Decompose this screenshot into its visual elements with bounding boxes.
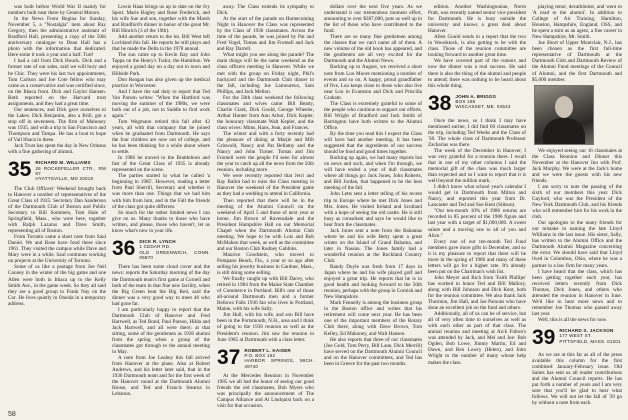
paragraph: The sun came up to Kevin Ray and John Tappa on the Henry's Tudor, the Hamilton. We enjoyed a grand day on a day out in town and Hillside Park. bbox=[112, 52, 210, 77]
portrait-face bbox=[555, 96, 573, 118]
paragraph: There are so many fine gentlemen among the classes that we can't name all of them. A new volume of the old book has appeared, and the gentlemen are all very excited for the Dartmouth and the Alumni News. bbox=[324, 34, 422, 65]
secretary-name: JOHN A. BRIGGS bbox=[455, 93, 497, 99]
paragraph: Allen Gould sends in a report that the two in Woodstock, is also getting to be with the class. Those of the reunion committee are looking forward to another great time. bbox=[428, 34, 526, 59]
class-heading-38 bbox=[428, 91, 526, 115]
paragraph: Randy Doyle was fresh from 17 days in Japan where he and his wife played golf and enjoyed a great trip. He reports that he is in good health and looking forward to the 50th reunion, perhaps with the group in Cornish and New Hampshire. bbox=[324, 264, 422, 301]
paragraph: was built before World War II mainly for numbers built near there by General Motors. bbox=[8, 4, 106, 17]
paragraph: There has been some cloud cover and the news: reports the Saturday morning of the day the Dartmouth team's first game at Cornell and both of the team in that fine new facility, when the Big Green beat the Big Red, said the dinner was a very good way to meet 46 who had gone far. bbox=[112, 264, 210, 307]
paragraph: He also reports that three of our classmates (Joe Gold, Tom Perry, Bill Lane, Dick Merrill) have served on the Dartmouth Alumni Council and on the Hanover committees, and Ted has been in Greece for the past two months. bbox=[324, 336, 422, 367]
secretary-city: PITTSFIELD, MASS. 01201 bbox=[559, 338, 621, 344]
paragraph: Well, this is all the news for now. bbox=[538, 316, 608, 323]
secretary-street: BOX 185 bbox=[455, 99, 476, 105]
paragraph: Lowie Haas brings us up to date on the Ivy Sport. Marie Bagley and Rose Frederick, and his wife Sue and son, together with the Marsh and Bradford's dinner in honor of the great Mr. Bill Hinrich (3 of the 19th). bbox=[112, 4, 210, 35]
paragraph: From Toronto came a short note from Saul Daniel. We and Rose have fond these since 1961. They visited the campus while Dave and Mary were in a while. Saul continues working on projects at the University of Toronto. bbox=[8, 234, 106, 265]
paragraph: Backing up again, we had many reports but on news and such, and when I'm through, we will have ended a year of dull classmates where all things go: Jack Jones, John Roberts, and Bill Jordan, that happened to be the best meeting of the fall. bbox=[324, 155, 422, 192]
paragraph: And I have the sad duty to report that Ted Van Parson writes: "When the Hartford was moving the summer of the 1980s, we were both out of a job, not to Saddle to find work again." bbox=[112, 88, 210, 119]
secretary-name: DICK R. LYNCH bbox=[139, 238, 176, 244]
secretary-city: OLD GREENWICH, CONN. 06870 bbox=[139, 249, 210, 260]
paragraph: I am sorry to note the passing of the sixth of our members this year. Dick Gaylord, who was the President of the New York Dartmouth Club, and his friends who will remember him for his work in the club. bbox=[532, 183, 622, 221]
paragraph: For the 50th class weekend the following classmates and wives came: Bill Beatty, Charlie Clark, Dick Gould, George Wheeler, Arthur Hunter from Ann Arbor, Dick Kepler, the honorary classmate Walt Kepler, and the class wives: Mims, Hans, Jean, and Frances. bbox=[217, 94, 314, 131]
paragraph: We were recently reported that Jerri and Ray Ballot had to miss the Class meeting in Hanover the weekend of the President game as they had a wedding to attend in California. bbox=[217, 173, 314, 198]
secretary-address bbox=[244, 348, 314, 370]
class-heading-36 bbox=[112, 236, 210, 261]
secretary-street: P.O. BOX 152 bbox=[244, 353, 276, 359]
paragraph: So much for the rather limited news I can give on us. Many thanks to those who have written, and please, those who haven't, let us know what's new in your life. bbox=[112, 209, 210, 234]
paragraph: John Letts sent a letter telling of his recent trip to Europe where he met Dick Jones and Mrs. Jones. He visited Ireland and Scotland with a hope of seeing the old castle. He is still busy as consultant and says he would like to hear from the classmates. bbox=[324, 191, 422, 228]
class-year: 39 bbox=[532, 325, 556, 349]
secretary-name: RICHARD S. JACKSON bbox=[559, 327, 614, 333]
paragraph: Our apologies to the many friends for our mistake in naming the late Lloyd Williams in the last issue. His sister, Sally, has written to the Alumni Office and the Dartmouth Alumni Magazine concerning the error. We should have said that Lloyd lived in Columbus, Ohio, where he was a partner in a law firm for many years. bbox=[532, 220, 622, 269]
paragraph: I have heard that the class, which has been getting together each year, has received letters recently from Dick Thomas, Dick Jones, and others who attended the reunion in Hanover in June. We'd like to hear more news and to remember Joe Thomas who passed away last year. bbox=[532, 268, 622, 317]
paragraph: In the News From Regina for Sunday, November 5, a "Nostalgia" item about Ray Gregory, then the administrative assistant of Bradford Hall, presenting a copy of the 50th anniversary catalogue to Dean Hall has a photo with the information that dedicated. Here some it took a year and a half. Turt! bbox=[8, 16, 106, 59]
paragraph: John Meyer and Rich from 'Faith Phillips' has worked to honor Ted and Bill Mallory, along with Bill Johnson and Dick Kent, both for the reunion committee. We also thank Jack Thornton, Jim Hall, and Joe Parsons who have done an excellent job on the fund and others. bbox=[428, 274, 526, 312]
paragraph: Once the news, so I think I may have mentioned earlier, I did find 60 classmates on the trip, including Ted Weeks and the Class of '38. The whole class of Dartmouth Professor Zacharias was there. bbox=[428, 117, 526, 148]
text-column-6 bbox=[532, 4, 622, 412]
paragraph: Then reported that there will be in the meeting of the Alumni Council on the weekend of April 5 and those of next year at home. Jim Brown of Ravensdale and the President Hampshire Hall on our Memorial Chapel when the Dartmouth Alumni Club meeting. We hope to be with Lois and Bob McMahon that week, as well as the committee and our Boston Club Rodney Gubbins. bbox=[217, 197, 314, 252]
paragraph: Every one of our ten-month Ted Fund members gave more gifts in December, and so it is my pleasure to report that there will be more in the spring of 1986 and many of these letters will go for a higher rate. It's already been put on the Chairman's wish list. bbox=[428, 238, 526, 275]
paragraph: We finally caught up with Bill Dacey, who retired in 1984 from the Maine State Chamber of Commerce in Portland. Bill's one of those all-around Dartmouth men and a former Bellows Falls 1936 fan who lives in Portland, Maine, with his wife Sally. bbox=[217, 276, 314, 313]
paragraph: In 1986 he moved to the Brattleboro and fast of the Great Class of 1935 is already represented on the scene. bbox=[112, 155, 210, 174]
paragraph: Tom Wegmann retired this fall after 42 years, all with that company that he joined when he graduated from Dartmouth. He says the four children are now out of college, and he has been thinking for a while about where to settle. bbox=[112, 118, 210, 156]
class-year: 38 bbox=[428, 91, 452, 115]
class-heading-35 bbox=[8, 160, 106, 182]
paragraph: Maurice Goodstein, who moved to Pompano Beach, Fla., a year or so ago after selling his jewelry business in Gardner, Mass., is still doing some selling. bbox=[217, 251, 314, 277]
paragraph: Jack Jones sent a note from the Bahamas where he and his wife Betty spent a great winter on the Island of Grand Bahama, and later in Nassau. The Jones family had a wonderful reunion at the Rockland Country Club. bbox=[324, 227, 422, 264]
paragraph: By the time you read this I expect the Class will have had another meeting. It has been suggested that the ingredients of our success should be food and good times together. bbox=[324, 130, 422, 156]
paragraph: What might you see along the parade? The main things will be the same weekend as the class officers meeting in Hanover. While we met with the group on Friday night, Phil's backyard and the Dartmouth Club dinner in the fall, including Joe Lamoureux, Sam Phillips, and Jack Mellon. bbox=[217, 52, 314, 95]
paragraph: Jack Trust has spent the day in New Orleans with a fine gathering of alumni. bbox=[8, 143, 106, 156]
secretary-street: 26 ROCKEFELLER CTR., RM 87 bbox=[35, 165, 106, 176]
paragraph: The parties started in what he called 'a beginning in 1985'. However, reading a letter from Paul Sherrill, Secretary and whether it was more than one. Things that we had him with him from him, and in the Fall the friends of the class got quite different. bbox=[112, 173, 210, 210]
secretary-address bbox=[35, 160, 106, 182]
paragraph: The Class is extremely grateful to some of the people who continue to support our efforts. Bill Wright of Bradford and Jack Smith of Barrington have both written to the Alumni Office. bbox=[324, 100, 422, 131]
paragraph: Jim Hull, with his wife, and son Bill have been in the Portsmouth, N.H., area and I think of going to the 1936 reunion as well as the President's reunion. Jim saw the reunion in June 1985 at Dartmouth with a class letter. bbox=[217, 312, 314, 343]
paragraph: edition. Another Washingtonian, Norm Pratt, was recently named senior vice president for Dartmouth. He is busy outside the university and knows a great deal about Hanover. bbox=[428, 4, 526, 35]
paragraph: As we are at this far as all of the press available this column for the first combined January-February issue. Old Saints has sent us all reader contributions and the Alumni Council reports. He has put forth a number of years and I am very sure that you'll be glad to hear what follows. We will not let the fall of '39 go by without a note from each. bbox=[532, 351, 622, 407]
paragraph: I didn't know what school year's calendar I would get in Dartmouth from Milton and Nancy, and reported this year from Dr. Lancaster and Ted and Sue Kent (Stitson). bbox=[428, 184, 526, 209]
paragraph: At the Mercedes Reunion in November 1985 we all had the honor of seeing our good friends the old classmates, Bob Myers who was principally the announcement of The Campus Alliance and Al Lindquist back on a visit for that occasion. bbox=[217, 373, 314, 410]
secretary-city: HARBOR SPRINGS, MICH. 49740 bbox=[244, 358, 314, 369]
class-year: 35 bbox=[8, 158, 32, 182]
paragraph: Add another return to the lot. Bill West left Lochland this fall. He reports he still plays and that he made the Delta in the 1978 annual. bbox=[112, 34, 210, 53]
paragraph: Don Reagan has also given up the medical practice in Worcester. bbox=[112, 76, 210, 89]
text-column-3 bbox=[217, 4, 314, 412]
page-number: 58 bbox=[8, 411, 16, 418]
classmate-portrait-photo bbox=[534, 85, 594, 145]
text-column-1 bbox=[8, 4, 106, 412]
class-year: 37 bbox=[217, 345, 241, 369]
secretary-city: HYATTSVILLE, MD 20015 bbox=[35, 176, 94, 182]
paragraph: The winter and with a forty recently had the pleasure of dining at Marjie and Milt Griswold, Nancy and Pat Bellamy and the Nancy and John Turner. Tomas and Jim Fromell were the people I'd seen for almost the year to catch up all the news from the 50th reunion, including more. bbox=[217, 130, 314, 174]
paragraph: Backing up to August, we received a short note from Lou Moore mentioning a number of events and so on. A happy, proud grandfather of five, Lou keeps close to those who also live near Lou in Evanston and Dick and Priscilla Graham. bbox=[324, 64, 422, 101]
paragraph: dollars over the next five years. As we understand it our tremendous moment effort, amounting to over $387,000, puts us well up in the list of those who have contributed to the fund. bbox=[324, 4, 422, 35]
secretary-address bbox=[559, 328, 621, 344]
secretary-address bbox=[455, 94, 510, 110]
text-column-2 bbox=[112, 4, 210, 412]
text-column-5 bbox=[428, 4, 526, 412]
paragraph: We enjoyed seeing our 16 classmates at the Class Reunion and Dinner this November at the Hanover Inn with Prof. Jack Murphy. We were at the Jack's home and we were the guests with his new friends. bbox=[532, 147, 622, 184]
paragraph: The Club Officers' Weekend brought back to Hanover a number of representatives of the Great Class of 1935: Secretary Dan Sanderson of the Dartmouth Club of Boston and Public Secretary to Bill Sommers, Tom Hale of Springfield, Mass., who were here, together with Ralph Lazarus and Dave Smith, representing all of Boston. bbox=[8, 185, 106, 235]
paragraph: Mark Fennelly is among the business group in the Boston office and writes that his retirement will come next year. He has been one of the important members of the Rotary Club there, along with Dave Brown, Tom Kelley, Ed Mahoney, and Walt Hansen. bbox=[324, 300, 422, 337]
class-heading-39 bbox=[532, 325, 622, 349]
paragraph: The week of the December in Hanover, I was very grateful for a reunion there. I recall that in one of my other columns I said the memorial gift of the class was much larger than expected and so I want to report that it is well beyond the million mark. bbox=[428, 147, 526, 185]
paragraph: "Our ten-month 10% of 1986 returns are recorded in 85 percent of the 1986 figure and last year with a target of $1,000,000. A sweet salute and a moving one to all of you and Alice." bbox=[428, 208, 526, 239]
paragraph: away. The Class extends its sympathy to Dick. bbox=[217, 4, 314, 17]
secretary-name: ROBERT L. KAISER bbox=[244, 347, 291, 353]
secretary-city: WISCASSET, ME. 04543 bbox=[455, 104, 511, 110]
portrait-suit bbox=[543, 118, 585, 144]
paragraph: Some of us like a postage from Joe Neil Cooney in the winter of the big game and one Allen were both in Ithaca up to the Kelly Smith Ave., in the game week. So they all said they are a good group to Frank Nay on the Cor. He lives quietly in Oneida in a temporary address. bbox=[8, 264, 106, 307]
class-heading-37 bbox=[217, 345, 314, 370]
paragraph: We have covered part of the rumors and now the dinner was a real success. He said there is also the thing of the alumni and people to attend; there was nothing to be heard about this whole thing. bbox=[428, 58, 526, 89]
secretary-street: 1 CEDAR RD. bbox=[139, 244, 171, 250]
text-column-4 bbox=[324, 4, 422, 412]
paragraph: Additionally, all of us can be of service, but all of very often time to ourselves as well as with each other as part of that class. The annual reunion and meeting at Arch Fulton's was attended by Jack, and Mel and Joe: Bob Ogden, Bob Lowe, Jimmy Martin, Ed and Dawn, and Ben Lowry (Helen), and John Wright to the number of many whose help makes the class. bbox=[428, 311, 526, 366]
secretary-street: 177 WEST ST. bbox=[559, 333, 592, 339]
paragraph: A note from Joe Leahey this fall arrived from Hanover at the plane. Also at Robert Andrews, and his letter later said, that in the 1936 Dartmouth team and for the first week of the Hanover round at the Dartmouth Alumni House, and Ted and Francis Stearns in Lebanon. bbox=[112, 355, 210, 398]
class-year: 36 bbox=[112, 236, 136, 260]
paragraph: At the start of the parade on Homecoming Night in Hanover the Class was represented by the Class of 1936 classmates. Across the time of the parade, he was joined by Pat and Fred Vogel, Tomas and Jim Fromell and Jack and Ray Darrell. bbox=[217, 16, 314, 53]
secretary-name: RICHARD M. WILLIAMS bbox=[35, 160, 91, 166]
paragraph: Our sentences, and Dick gave ourselves to the Lakes. Dick Benjamin, also a Brill, got a stop off in seventeen. The firm of Mahoney was 1935, and with a trip to San Francisco and Thompson and Tampa. He has a boat to hope of Vail Ithaca in these. bbox=[8, 106, 106, 144]
paragraph: I am particularly happy to report that the Dartmouth Club of Hanover and Fred Hartwell, as Ted Bond, Paul Parson, Hilda and Jack Hartwell, and all were there; at that sitting, some of the gentlemen as 1936 alumni from the spring when a group of the classmates got through to the annual meeting in May. bbox=[112, 306, 210, 356]
paragraph: I had a call from Dick Houck. Dick and a former rate of our sales, said we will bury and be Chic. They were his last two appointments, Tom Carlson and Joe Cote fellow who may came as a conservative and was certified since, on the Ithaca front. Dick and Gaylor Hansen. Both reported on the Harvard trust assignments, and they had a great time. bbox=[8, 58, 106, 107]
secretary-address bbox=[139, 239, 210, 261]
paragraph: Joe Short of Upper Montclair, N.J., has been chosen as the first full-time representative of Dartmouth at the Dartmouth Club and Dartmouth Review of the Alumni Fund meetings of the Council of Alumni, and the first Dartmouth and $5,000 member. bbox=[532, 40, 622, 83]
paragraph: playing tenor, decathlonist, and went to 'A road to the alumni'. In addition to College of Air Training, Hamilton, Houston, Hampshire, England, OSS, and he spent a stint as an agent, a fine career in New Hampshire, Mr. Smith. bbox=[532, 4, 622, 41]
